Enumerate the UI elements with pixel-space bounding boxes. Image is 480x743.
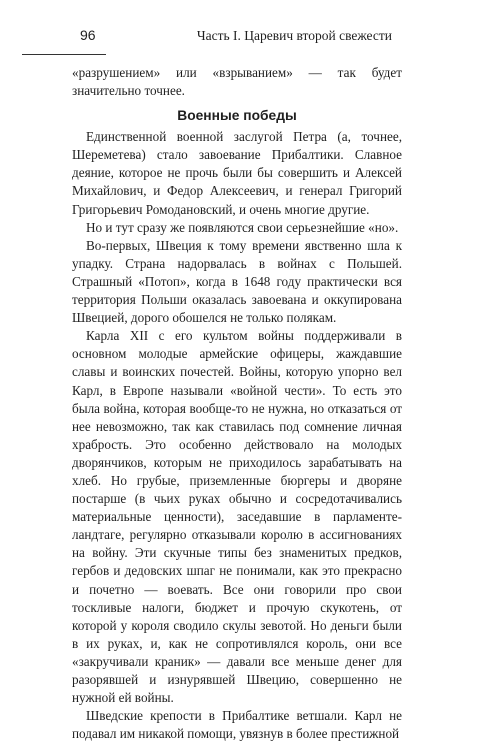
paragraph-2: Но и тут сразу же появляются свои серьезнейшие «но». [86,219,399,235]
paragraph-1: Единственной военной заслугой Петра (а, точнее, Шереметева) стало завоевание Прибалтики. Славное деяние, которое не прочь были бы совершить и Алексей Михайлович, и Федор Алексеевич, и генерал Григорий Григорьевич Ромодановский, и очень многие другие. [72,129,402,217]
section-heading: Военные победы [177,108,297,124]
paragraph-5: Шведские крепости в Прибалтике ветшали. Карл не подавал им никакой помощи, увязнув в более престижной [72,708,402,742]
lead-paragraph: «разрушением» или «взрыванием» — так будет значительно точнее. [72,65,402,99]
paragraph-3: Во-первых, Швеция к тому времени явственно шла к упадку. Страна надорвалась в войнах с Польшей. Страшный «Потоп», когда в 1648 году практически вся территория Польши оказалась завоевана и оккупирована Швецией, дорого обошелся не только полякам. [72,237,402,326]
header-rule [22,54,106,55]
body-text [72,64,402,743]
paragraph-4: Карла XII с его культом войны поддерживали в основном молодые армейские офицеры, жаждавшие славы и воинских почестей. Войны, которую упорно вел Карл, в Европе называли «войной чести». То есть это была война, которая вообще-то не нужна, но отказаться от нее невозможно, так как ставилась под сомнение личная храбрость. Это особенно действовало на молодых дворянчиков, которым не приходилось зарабатывать на хлеб. Но грубые, приземленные бюргеры и дворяне постарше (в чьих руках обычно и сосредотачивались материальные ценности), заседавшие в парламенте-ландтаге, регулярно отказывали королю в ассигнованиях на войну. Эти скучные типы без знаменитых предков, гербов и дедовских шпаг не понимали, как это прекрасно и почетно — воевать. Все они говорили про свои тоскливые налоги, бюджет и прочую скукотень, от которой у короля сводило скулы зевотой. Но деньги были в их руках, и, как не сопротивлялся король, они все «закручивали краник» — давали все меньше денег для разорявшей и изнурявшей Швецию, совершенно не нужной ей войны. [72,328,402,706]
running-title: Часть I. Царевич второй свежести [196,28,392,43]
page-number: 96 [80,27,96,43]
